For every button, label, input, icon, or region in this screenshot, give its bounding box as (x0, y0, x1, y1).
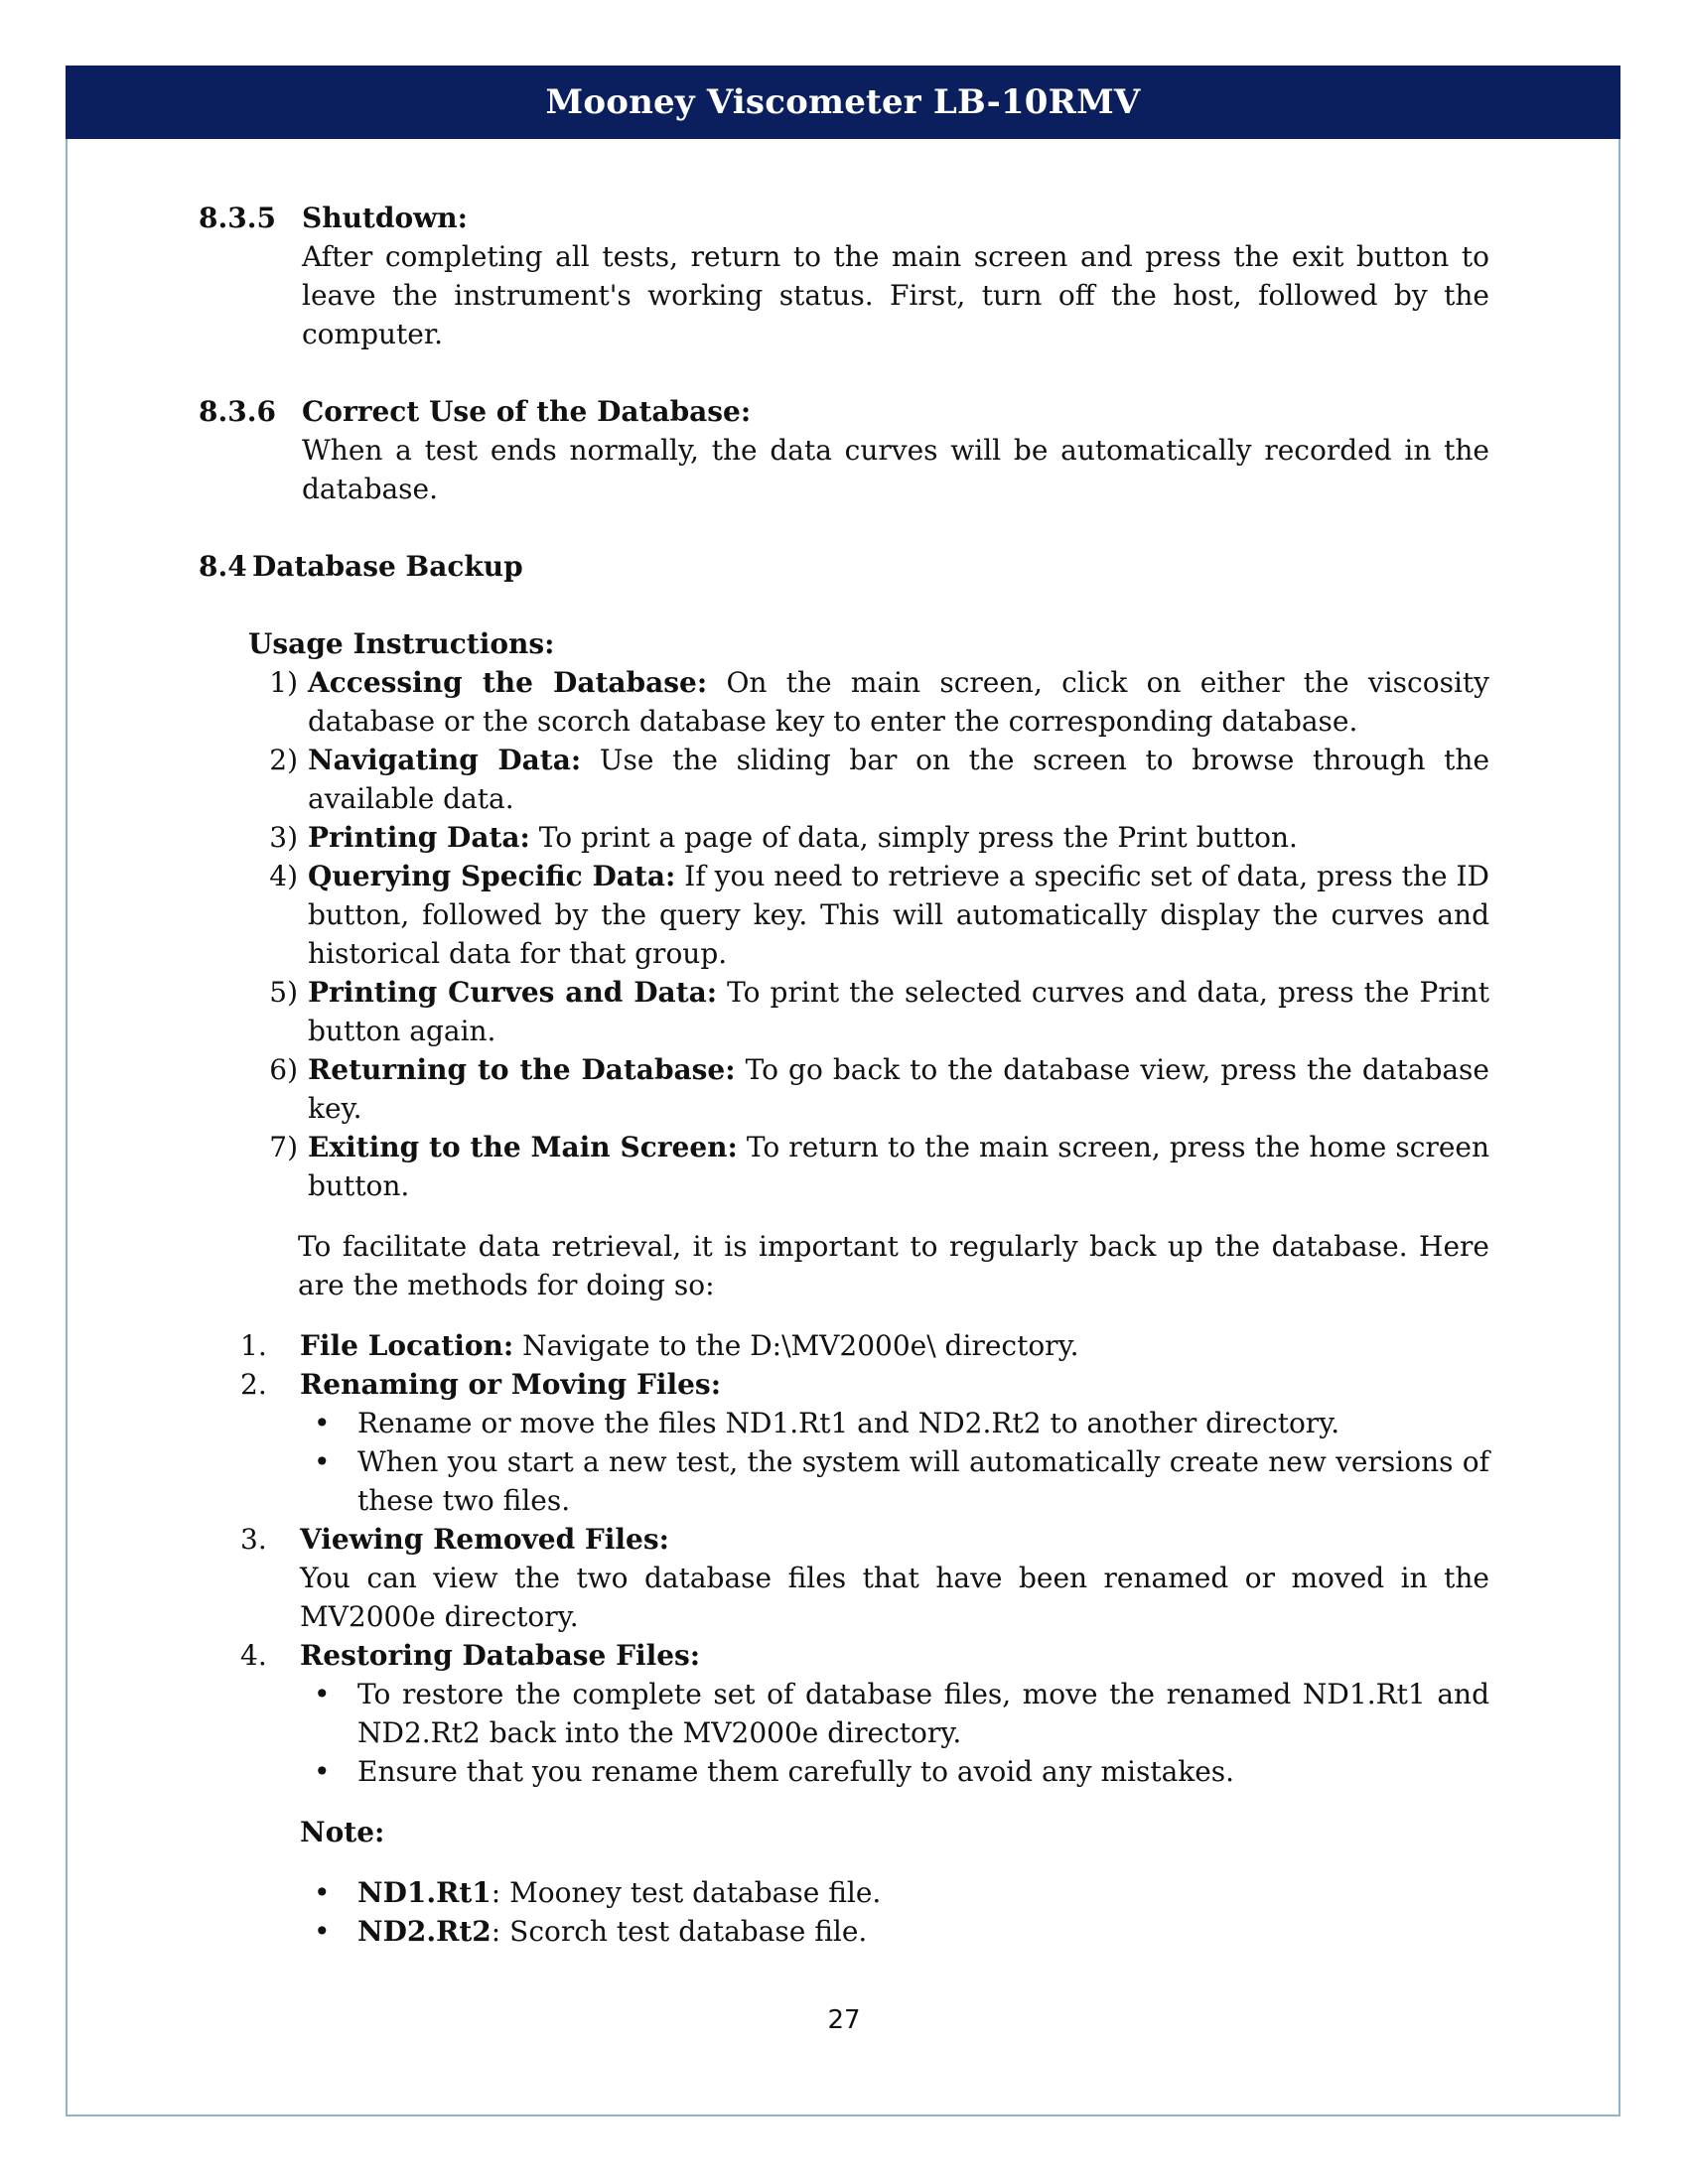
bullet-glyph: • (314, 1915, 331, 1948)
list-item (199, 1520, 1489, 1559)
list-number: 5) (269, 976, 298, 1009)
item-label: Viewing Removed Files: (300, 1523, 669, 1556)
item-label: Querying Specific Data: (308, 860, 676, 892)
bullet-item (300, 1404, 1489, 1442)
note-text: : Scorch test database file. (491, 1915, 868, 1948)
bullet-item (300, 1752, 1489, 1791)
bullet-item (300, 1442, 1489, 1520)
page-header (66, 66, 1620, 139)
list-item (199, 818, 1489, 857)
bullet-glyph: • (314, 1407, 331, 1439)
bullet-item (300, 1675, 1489, 1752)
item-label: Printing Data: (308, 821, 530, 854)
list-item (199, 973, 1489, 1050)
item-label: Exiting to the Main Screen: (308, 1131, 738, 1163)
item-label: File Location: (300, 1329, 514, 1362)
list-number: 4. (240, 1639, 267, 1672)
bullet-glyph: • (314, 1445, 331, 1478)
page-content (199, 199, 1489, 1951)
section-number: 8.3.6 (199, 395, 276, 428)
list-item (199, 1128, 1489, 1205)
bullet-item (300, 1873, 1489, 1912)
item-label: Accessing the Database: (308, 666, 708, 699)
section-body-835: After completing all tests, return to the main screen and press the exit button to leave the instrument's working status. First, turn off the host, followed by the computer. (302, 240, 1489, 350)
item-text: Navigate to the D:\MV2000e\ directory. (513, 1329, 1079, 1362)
section-heading-84 (199, 547, 1489, 586)
bullet-glyph: • (314, 1876, 331, 1909)
section-heading-835 (199, 199, 1489, 237)
bullet-text: To restore the complete set of database files, move the renamed ND1.Rt1 and ND2.Rt2 back into the MV2000e directory. (357, 1678, 1489, 1749)
list-item (199, 857, 1489, 973)
section-title: Database Backup (252, 550, 523, 583)
usage-instructions-list (199, 663, 1489, 1205)
backup-methods-list (199, 1326, 1489, 1404)
section-heading-836 (199, 392, 1489, 431)
bullet-text: When you start a new test, the system will automatically create new versions of these two files. (357, 1445, 1489, 1517)
section-number: 8.3.5 (199, 202, 276, 234)
list-number: 6) (269, 1053, 298, 1086)
list-item (199, 663, 1489, 741)
list-item (199, 1050, 1489, 1128)
section-body-836: When a test ends normally, the data curves will be automatically recorded in the database. (302, 434, 1489, 505)
page-number: 27 (827, 2005, 861, 2035)
header-title: Mooney Viscometer LB-10RMV (545, 82, 1141, 122)
item-text: To return to the main screen, press the home screen button. (308, 1131, 1490, 1202)
backup-methods-list-cont (199, 1520, 1489, 1559)
note-label: ND1.Rt1 (357, 1876, 492, 1909)
list-number: 4) (269, 860, 298, 892)
note-text: : Mooney test database file. (491, 1876, 882, 1909)
item-text: If you need to retrieve a specific set of data, press the ID button, followed by the query key. This will automatically display the curves and historical data for that group. (308, 860, 1489, 970)
note-label: ND2.Rt2 (357, 1915, 492, 1948)
list-number: 3) (269, 821, 298, 854)
item-text: Use the sliding bar on the screen to browse through the available data. (308, 744, 1490, 815)
list-number: 1) (269, 666, 298, 699)
item-label: Navigating Data: (308, 744, 582, 776)
section-title: Correct Use of the Database: (302, 395, 752, 428)
item-text: To go back to the database view, press the database key. (308, 1053, 1489, 1125)
item-label: Printing Curves and Data: (308, 976, 718, 1009)
list-number: 1. (240, 1329, 267, 1362)
item-body: You can view the two database files that have been renamed or moved in the MV2000e directory. (300, 1562, 1489, 1633)
bullet-glyph: • (314, 1755, 331, 1788)
item-text: To print a page of data, simply press the Print button. (529, 821, 1298, 854)
backup-intro-paragraph: To facilitate data retrieval, it is important to regularly back up the database. Here are the methods for doing so: (298, 1230, 1489, 1301)
note-title: Note: (300, 1816, 385, 1848)
section-title: Shutdown: (302, 202, 468, 234)
bullet-text: Ensure that you rename them carefully to avoid any mistakes. (357, 1755, 1235, 1788)
backup-methods-list-cont (199, 1636, 1489, 1675)
list-item (199, 1636, 1489, 1675)
list-number: 3. (240, 1523, 267, 1556)
list-number: 2) (269, 744, 298, 776)
item-label: Returning to the Database: (308, 1053, 736, 1086)
item-text: On the main screen, click on either the viscosity database or the scorch database key to enter the corresponding database. (308, 666, 1489, 738)
section-number: 8.4 (199, 550, 247, 583)
list-item (199, 741, 1489, 818)
list-number: 7) (269, 1131, 298, 1163)
item-label: Restoring Database Files: (300, 1639, 701, 1672)
bullet-glyph: • (314, 1678, 331, 1710)
usage-instructions-title: Usage Instructions: (248, 627, 555, 660)
list-number: 2. (240, 1368, 267, 1401)
list-item (199, 1365, 1489, 1404)
item-label: Renaming or Moving Files: (300, 1368, 722, 1401)
bullet-text: Rename or move the files ND1.Rt1 and ND2.Rt2 to another directory. (357, 1407, 1340, 1439)
bullet-item (300, 1912, 1489, 1951)
item-text: To print the selected curves and data, press the Print button again. (308, 976, 1489, 1047)
list-item (199, 1326, 1489, 1365)
